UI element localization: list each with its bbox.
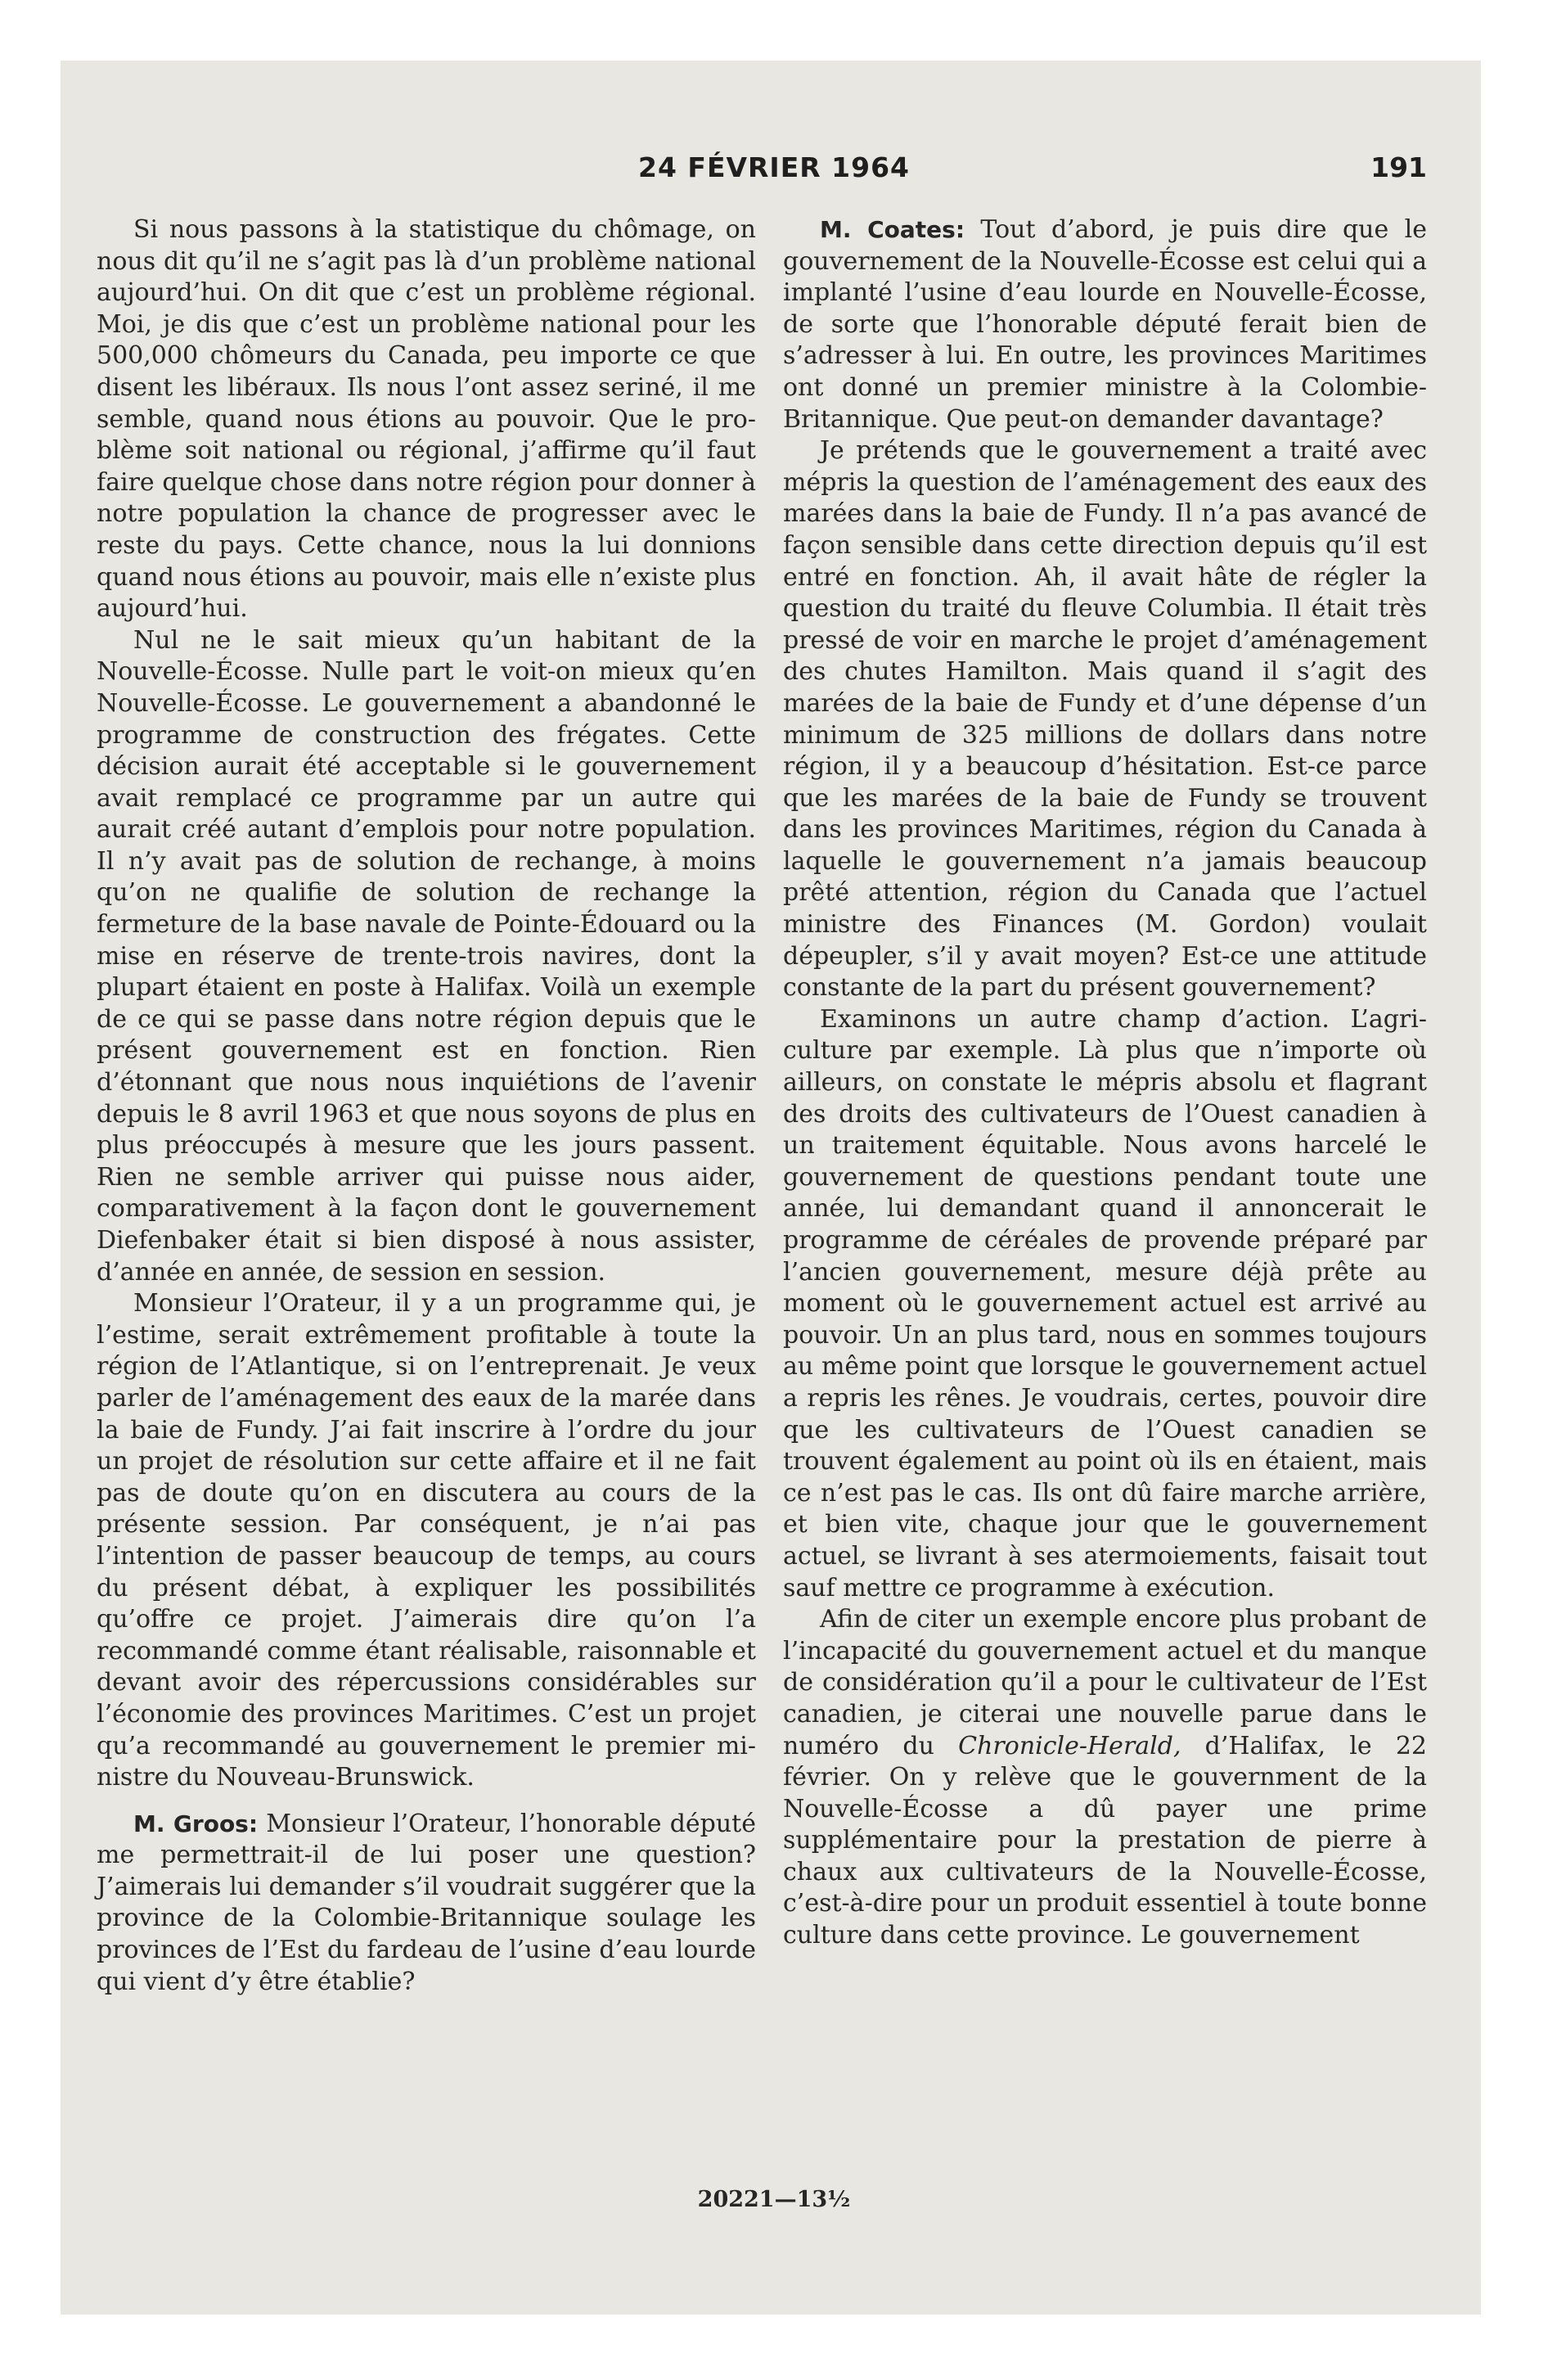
paragraph: Je prétends que le gouvernement a traité avec mépris la question de l’aménagement des eaux des marées dans la baie de Fundy. Il n’a pas avancé de façon sensible dans cette direction depuis qu’il est entré en fonction. Ah, il avait hâte de régler la question du traité du fleuve Columbia. Il était très pressé de voir en marche le projet d’aménagement des chutes Hamilton. Mais quand il s’agit des marées de la baie de Fundy et d’une dépense d’un minimum de 325 millions de dollars dans notre région, il y a beaucoup d’hésitation. Est-ce parce que les marées de la baie de Fundy se trouvent dans les provinces Maritimes, région du Canada à laquelle le gouvernement n’a jamais beaucoup prêté attention, région du Canada que l’actuel ministre des Finances (M. Gordon) voulait dépeupler, s’il y avait moyen? Est-ce une attitude constante de la part du présent gouvernement? — [783, 436, 1427, 1003]
paragraph: Monsieur l’Orateur, il y a un programme qui, je l’estime, serait extrêmement profitable à toute la région de l’Atlantique, si on l’entreprenait. Je veux parler de l’aménagement des eaux de la marée dans la baie de Fundy. J’ai fait inscrire à l’ordre du jour un projet de résolution sur cette affaire et il ne fait pas de doute qu’on en discutera au cours de la présente session. Par conséquent, je n’ai pas l’intention de passer beaucoup de temps, au cours du présent débat, à expliquer les possibilités qu’offre ce projet. J’aimerais dire qu’on l’a recommandé comme étant réalisable, raisonnable et devant avoir des répercussions considérables sur l’économie des provinces Maritimes. C’est un projet qu’a recommandé au gouvernement le premier ministre du Nouveau-Brunswick. — [97, 1289, 756, 1792]
paragraph-text: d’Halifax, le 22 février. On y relève que le gouvernment de la Nouvelle-Écosse a dû payer une prime supplémentaire pour la prestation de pierre à chaux aux cultivateurs de la Nouvelle-Écosse, c’est-à-dire pour un produit essentiel à toute bonne culture dans cette province. Le gouvernement — [783, 1731, 1427, 1950]
paragraph: Examinons un autre champ d’action. L’agriculture par exemple. Là plus que n’importe où ailleurs, on constate le mépris absolu et flagrant des droits des cultivateurs de l’Ouest canadien à un traitement équitable. Nous avons harcelé le gouvernement de questions pendant toute une année, lui demandant quand il annoncerait le programme de céréales de provende préparé par l’ancien gouvernement, mesure déjà prête au moment où le gouvernement actuel est arrivé au pouvoir. Un an plus tard, nous en sommes toujours au même point que lorsque le gouvernement actuel a repris les rênes. Je voudrais, certes, pouvoir dire que les cultivateurs de l’Ouest canadien se trouvent également au point où ils en étaient, mais ce n’est pas le cas. Ils ont dû faire marche arrière, et bien vite, chaque jour que le gouvernement actuel, se livrant à ses atermoiements, faisait tout sauf mettre ce programme à exécution. — [783, 1004, 1427, 1602]
left-column — [97, 214, 756, 1998]
speaker-name: M. Groos: — [133, 1810, 259, 1837]
paragraph-text: Afin de citer un exemple encore plus probant de l’incapacité du gouvernement actuel et du manque de considération qu’il a pour le cultivateur de l’Est canadien, je citerai une nouvelle parue dans le numéro du — [783, 1605, 1427, 1760]
page-header — [0, 151, 1548, 192]
speech-paragraph — [783, 214, 1427, 435]
newspaper-title: Chronicle-Herald, — [958, 1731, 1181, 1760]
speech-paragraph — [97, 1809, 756, 1999]
speech-text: Monsieur l’Orateur, l’honorable député me permettrait-il de lui poser une question? J’aimerais lui demander s’il voudrait suggérer que la province de la Colombie-Britannique soulage les provinces de l’Est du fardeau de l’usine d’eau lourde qui vient d’y être établie? — [97, 1809, 756, 1996]
right-column — [783, 214, 1427, 1952]
paragraph: Nul ne le sait mieux qu’un habitant de la Nouvelle-Écosse. Nulle part le voit-on mieux qu’en Nouvelle-Écosse. Le gouvernement a abandonné le programme de construction des frégates. Cette décision aurait été acceptable si le gouvernement avait remplacé ce programme par un autre qui aurait créé autant d’emplois pour notre population. Il n’y avait pas de solution de rechange, à moins qu’on ne qualifie de solution de rechange la fermeture de la base navale de Pointe-Édouard ou la mise en réserve de trente-trois navires, dont la plupart étaient en poste à Halifax. Voilà un exemple de ce qui se passe dans notre région depuis que le présent gouvernement est en fonction. Rien d’étonnant que nous nous inquiétions de l’avenir depuis le 8 avril 1963 et que nous soyons de plus en plus préoccupés à mesure que les jours passent. Rien ne semble arriver qui puisse nous aider, comparativement à la façon dont le gouvernement Diefenbaker était si bien disposé à nous assister, d’année en année, de session en session. — [97, 625, 756, 1287]
paragraph — [783, 1604, 1427, 1952]
page-footer: 20221—13½ — [697, 2187, 851, 2212]
speech-text: Tout d’abord, je puis dire que le gouvernement de la Nouvelle-Écosse est celui qui a implanté l’usine d’eau lourde en Nouvelle-Écosse, de sorte que l’honorable député ferait bien de s’adresser à lui. En outre, les provinces Maritimes ont donné un premier ministre à la Colombie-Britannique. Que peut-on demander davantage? — [783, 215, 1427, 434]
speaker-name: M. Coates: — [820, 216, 965, 243]
page-number: 191 — [1370, 151, 1427, 183]
page-date: 24 FÉVRIER 1964 — [637, 151, 910, 183]
paragraph: Si nous passons à la statistique du chômage, on nous dit qu’il ne s’agit pas là d’un problème national aujourd’hui. On dit que c’est un problème régional. Moi, je dis que c’est un problème national pour les 500,000 chômeurs du Canada, peu importe ce que disent les libéraux. Ils nous l’ont assez seriné, il me semble, quand nous étions au pouvoir. Que le problème soit national ou régional, j’affirme qu’il faut faire quelque chose dans notre région pour donner à notre population la chance de progresser avec le reste du pays. Cette chance, nous la lui donnions quand nous étions au pouvoir, mais elle n’existe plus aujourd’hui. — [97, 215, 756, 624]
